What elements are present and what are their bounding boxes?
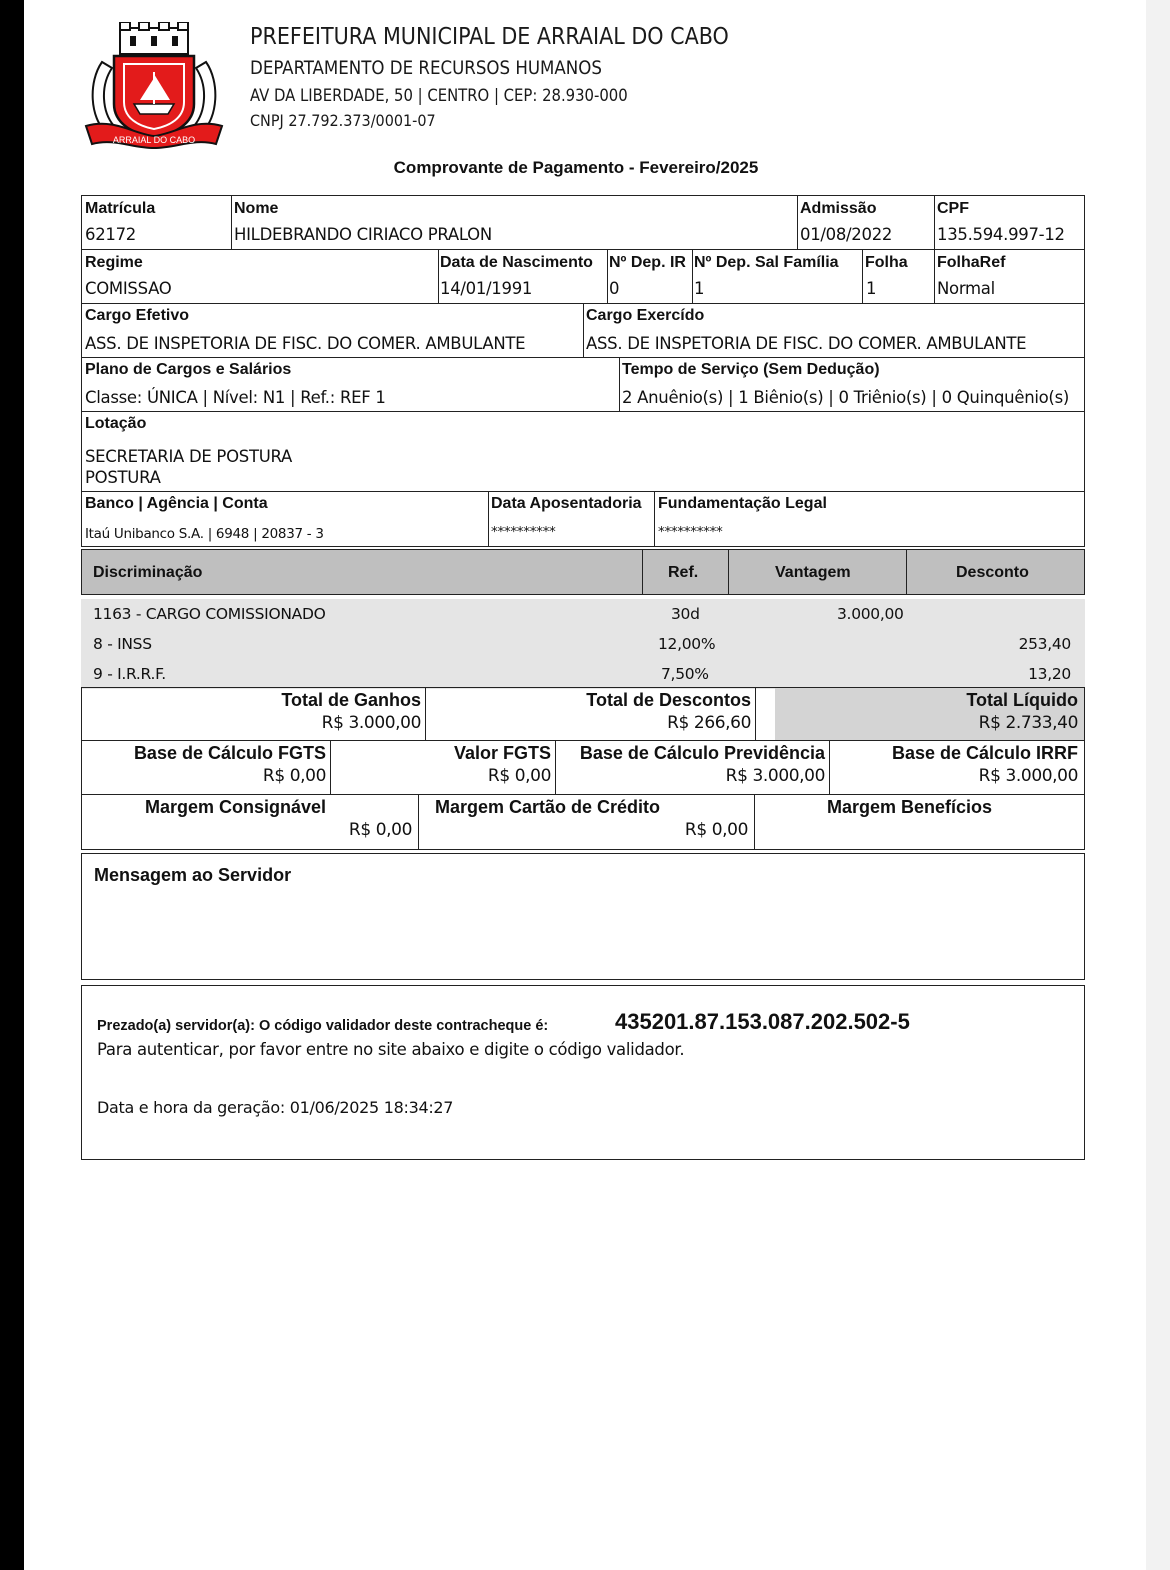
row-desconto: 253,40 <box>1018 635 1071 653</box>
plano-label: Plano de Cargos e Salários <box>85 361 292 378</box>
row-ref: 30d <box>671 605 700 623</box>
folharef-value: Normal <box>937 279 995 298</box>
row-vantagem: 3.000,00 <box>837 605 904 623</box>
validacao-box <box>81 985 1085 1160</box>
row-ref: 12,00% <box>658 635 716 653</box>
irrf-base-label: Base de Cálculo IRRF <box>891 743 1078 763</box>
folharef-label: FolhaRef <box>937 254 1006 271</box>
banco-value: Itaú Unibanco S.A. | 6948 | 20837 - 3 <box>85 526 324 542</box>
aposentadoria-label: Data Aposentadoria <box>491 495 642 512</box>
col-discriminacao: Discriminação <box>93 564 203 581</box>
nascimento-value: 14/01/1991 <box>440 279 533 298</box>
lotacao-label: Lotação <box>85 415 147 432</box>
page-edge <box>1146 0 1170 1570</box>
department-name: DEPARTAMENTO DE RECURSOS HUMANOS <box>250 58 602 79</box>
col-ref: Ref. <box>668 564 699 581</box>
matricula-value: 62172 <box>85 225 136 244</box>
matricula-label: Matrícula <box>85 200 156 217</box>
fgts-valor-value: R$ 0,00 <box>487 766 551 786</box>
nome-value: HILDEBRANDO CIRIACO PRALON <box>234 225 492 244</box>
mensagem-label: Mensagem ao Servidor <box>94 865 292 885</box>
total-ganhos-value: R$ 3.000,00 <box>321 713 421 733</box>
totals-row <box>81 687 1085 741</box>
cpf-label: CPF <box>937 200 969 217</box>
margem-consignavel-label: Margem Consignável <box>145 797 327 817</box>
dep-sal-label: Nº Dep. Sal Família <box>694 254 839 271</box>
prev-base-value: R$ 3.000,00 <box>725 766 825 786</box>
fgts-base-value: R$ 0,00 <box>262 766 326 786</box>
regime-value: COMISSAO <box>85 279 172 298</box>
cpf-value: 135.594.997-12 <box>937 225 1065 244</box>
employee-row-banco <box>81 491 1085 547</box>
margem-cartao-value: R$ 0,00 <box>684 820 748 840</box>
folha-value: 1 <box>866 279 877 298</box>
cargo-efetivo-value: ASS. DE INSPETORIA DE FISC. DO COMER. AMBULANTE <box>85 334 526 353</box>
banco-label: Banco | Agência | Conta <box>85 495 268 512</box>
municipal-crest-icon <box>84 22 224 152</box>
total-ganhos-label: Total de Ganhos <box>281 690 421 710</box>
tempo-value: 2 Anuênio(s) | 1 Biênio(s) | 0 Triênio(s) | 0 Quinquênio(s) <box>622 388 1069 407</box>
fundamentacao-value: ********** <box>658 524 723 540</box>
regime-label: Regime <box>85 254 143 271</box>
admissao-value: 01/08/2022 <box>800 225 893 244</box>
bases-row <box>81 740 1085 795</box>
total-descontos-value: R$ 266,60 <box>667 713 751 733</box>
margem-beneficios-label: Margem Benefícios <box>827 797 993 817</box>
table-row <box>81 629 1085 659</box>
data-geracao: Data e hora da geração: 01/06/2025 18:34:27 <box>97 1098 454 1117</box>
codigo-validador: 435201.87.153.087.202.502-5 <box>615 1009 910 1034</box>
org-cnpj: CNPJ 27.792.373/0001-07 <box>250 111 436 130</box>
table-row <box>81 599 1085 629</box>
earnings-table-header <box>81 549 1085 595</box>
employee-row-2 <box>81 249 1085 304</box>
prev-base-label: Base de Cálculo Previdência <box>579 743 825 763</box>
lotacao-line-1: SECRETARIA DE POSTURA <box>85 447 292 466</box>
total-liquido-label: Total Líquido <box>966 690 1078 710</box>
row-desc: 8 - INSS <box>93 635 152 653</box>
employee-row-lotacao <box>81 411 1085 492</box>
plano-value: Classe: ÚNICA | Nível: N1 | Ref.: REF 1 <box>85 388 386 407</box>
row-ref: 7,50% <box>661 665 709 683</box>
dep-sal-value: 1 <box>694 279 705 298</box>
admissao-label: Admissão <box>800 200 877 217</box>
mensagem-box <box>81 853 1085 980</box>
dep-ir-value: 0 <box>609 279 620 298</box>
margens-row <box>81 794 1085 850</box>
row-desc: 9 - I.R.R.F. <box>93 665 166 683</box>
tempo-label: Tempo de Serviço (Sem Dedução) <box>622 361 880 378</box>
employee-row-4 <box>81 357 1085 412</box>
employee-row-3 <box>81 303 1085 358</box>
document-title: Comprovante de Pagamento - Fevereiro/2025 <box>393 158 759 177</box>
row-desc: 1163 - CARGO COMISSIONADO <box>93 605 326 623</box>
irrf-base-value: R$ 3.000,00 <box>978 766 1078 786</box>
fgts-base-label: Base de Cálculo FGTS <box>133 743 326 763</box>
crest-ribbon-text: ARRAIAL DO CABO <box>112 135 196 145</box>
row-desconto: 13,20 <box>1028 665 1071 683</box>
col-desconto: Desconto <box>956 564 1029 581</box>
total-liquido-value: R$ 2.733,40 <box>978 713 1078 733</box>
fundamentacao-label: Fundamentação Legal <box>658 495 827 512</box>
folha-label: Folha <box>865 254 908 271</box>
col-vantagem: Vantagem <box>775 564 851 581</box>
cargo-exercido-value: ASS. DE INSPETORIA DE FISC. DO COMER. AMBULANTE <box>586 334 1027 353</box>
employee-row-1 <box>81 195 1085 250</box>
org-address: AV DA LIBERDADE, 50 | CENTRO | CEP: 28.930-000 <box>250 86 628 105</box>
org-name: PREFEITURA MUNICIPAL DE ARRAIAL DO CABO <box>250 24 729 50</box>
cargo-exercido-label: Cargo Exercído <box>586 307 705 324</box>
nome-label: Nome <box>234 200 279 217</box>
nascimento-label: Data de Nascimento <box>440 254 593 271</box>
lotacao-line-2: POSTURA <box>85 468 161 487</box>
validacao-instrucao: Para autenticar, por favor entre no site abaixo e digite o código validador. <box>97 1040 685 1059</box>
margem-consignavel-value: R$ 0,00 <box>348 820 412 840</box>
margem-cartao-label: Margem Cartão de Crédito <box>435 797 661 817</box>
fgts-valor-label: Valor FGTS <box>453 743 551 763</box>
cargo-efetivo-label: Cargo Efetivo <box>85 307 190 324</box>
validacao-intro: Prezado(a) servidor(a): O código validador deste contracheque é: <box>97 1018 549 1034</box>
table-row <box>81 659 1085 689</box>
aposentadoria-value: ********** <box>491 524 556 540</box>
dep-ir-label: Nº Dep. IR <box>609 254 686 271</box>
total-descontos-label: Total de Descontos <box>586 690 751 710</box>
